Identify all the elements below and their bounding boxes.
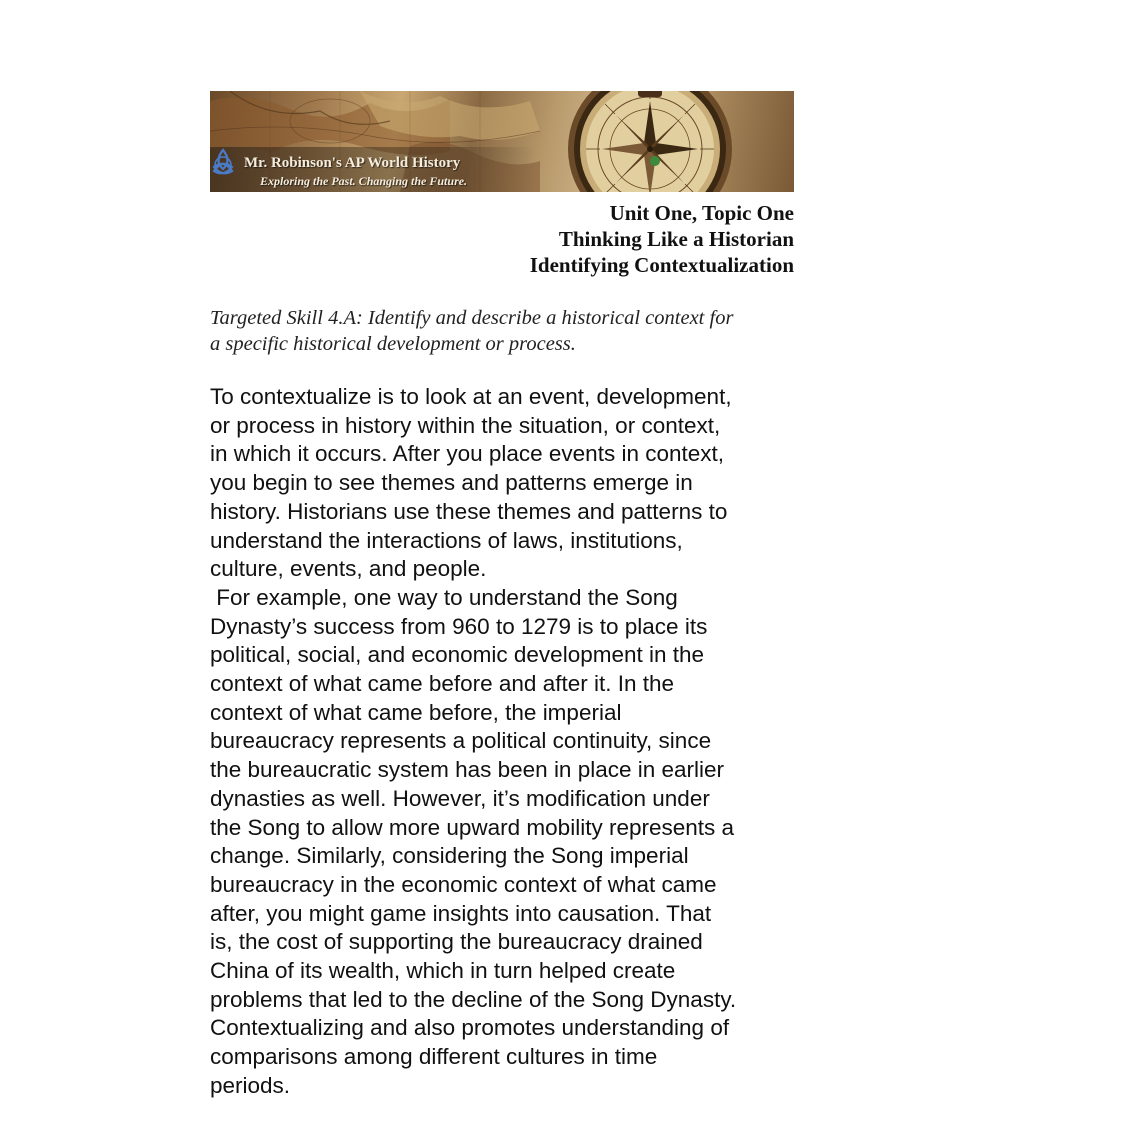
triquetra-icon: [210, 147, 236, 177]
body-line: For example, one way to understand the Song: [210, 584, 678, 610]
body-line: political, social, and economic development in the: [210, 642, 705, 668]
body-line: bureaucracy represents a political continuity, since: [210, 728, 712, 754]
body-line: change. Similarly, considering the Song imperial: [210, 843, 689, 869]
body-line: history. Historians use these themes and patterns to: [210, 498, 728, 524]
skill-line: Targeted Skill 4.A: Identify and describe a historical context for: [210, 307, 734, 329]
body-paragraph: [210, 383, 810, 1101]
body-line: culture, events, and people.: [210, 556, 487, 582]
body-line: Contextualizing and also promotes understanding of: [210, 1015, 730, 1041]
body-line: problems that led to the decline of the Song Dynasty.: [210, 986, 737, 1012]
body-line: periods.: [210, 1072, 291, 1098]
banner-title: Mr. Robinson's AP World History: [244, 155, 461, 171]
unit-heading: [530, 200, 794, 278]
targeted-skill: [210, 305, 800, 357]
heading-lesson-title: Identifying Contextualization: [529, 253, 794, 277]
body-line: context of what came before and after it. In the: [210, 671, 675, 697]
body-line: China of its wealth, which in turn helped create: [210, 958, 676, 984]
skill-line: a specific historical development or process.: [210, 333, 576, 355]
body-line: the bureaucratic system has been in place in earlier: [210, 757, 725, 783]
body-line: dynasties as well. However, it’s modification under: [210, 785, 710, 811]
body-line: after, you might game insights into causation. That: [210, 900, 712, 926]
body-line: To contextualize is to look at an event, development,: [210, 384, 732, 409]
heading-unit-topic: Unit One, Topic One: [609, 201, 794, 225]
header-banner: [210, 91, 794, 192]
body-line: the Song to allow more upward mobility represents a: [210, 814, 735, 840]
banner-tagline: Exploring the Past. Changing the Future.: [260, 174, 468, 188]
body-line: Dynasty’s success from 960 to 1279 is to place its: [210, 613, 708, 639]
body-line: bureaucracy in the economic context of what came: [210, 871, 717, 897]
body-line: is, the cost of supporting the bureaucracy drained: [210, 929, 703, 955]
body-line: in which it occurs. After you place events in context,: [210, 441, 725, 467]
banner-caption: [210, 147, 536, 192]
body-line: you begin to see themes and patterns emerge in: [210, 470, 693, 496]
body-line: context of what came before, the imperial: [210, 699, 622, 725]
body-line: understand the interactions of laws, institutions,: [210, 527, 683, 553]
heading-subtitle: Thinking Like a Historian: [558, 227, 794, 251]
body-line: comparisons among different cultures in time: [210, 1044, 658, 1070]
body-line: or process in history within the situation, or context,: [210, 412, 721, 438]
